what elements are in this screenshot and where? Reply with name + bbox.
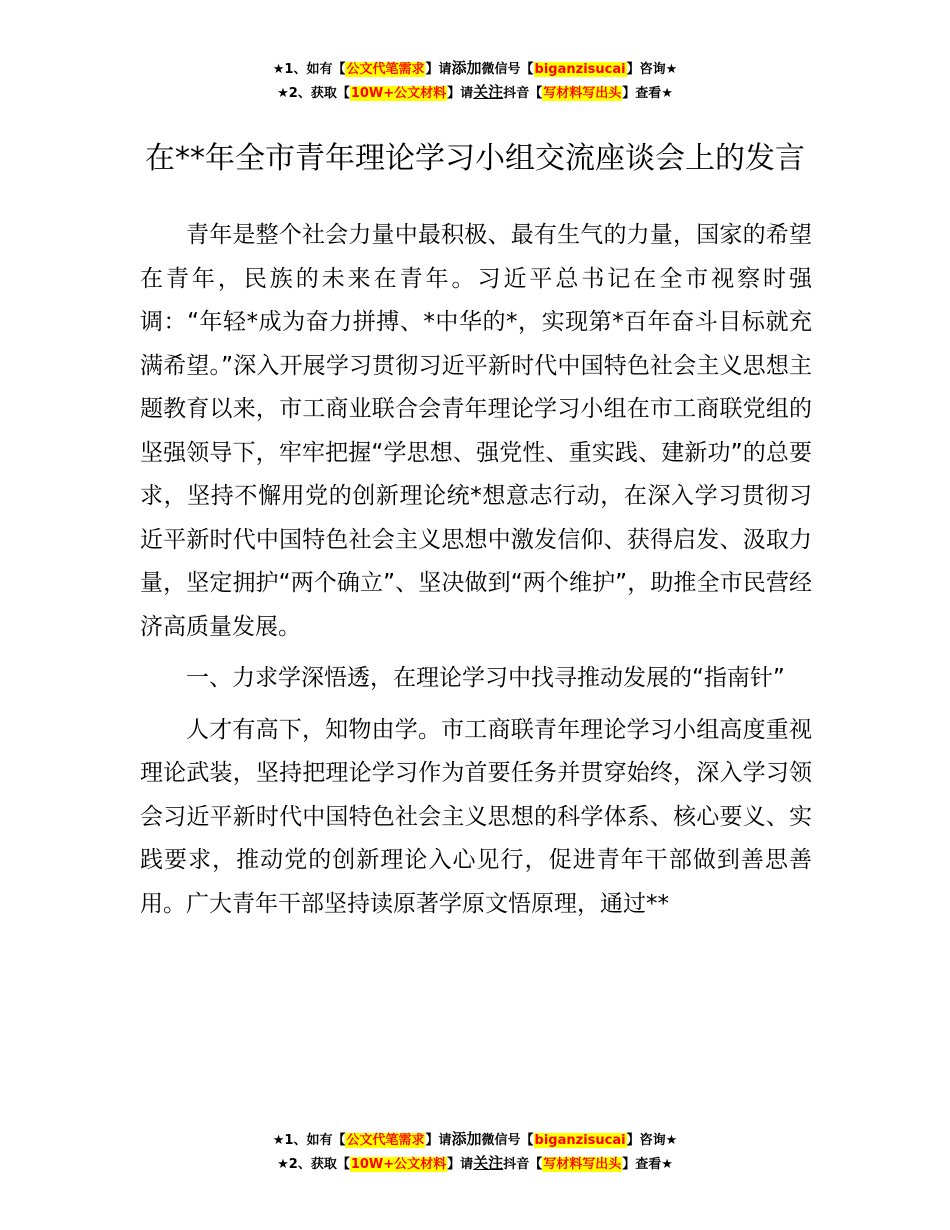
section-heading-1: 一、力求学深悟透，在理论学习中找寻推动发展的“指南针” <box>186 665 785 691</box>
ad-emphasis: 添加 <box>451 59 482 77</box>
ad-highlight-douyin: 写材料写出头 <box>543 1157 622 1172</box>
ad-highlight-service: 公文代笔需求 <box>346 1133 425 1148</box>
ad-text: ★1、如有【 <box>272 62 346 77</box>
header-ad-line-2 <box>0 81 950 105</box>
ad-text: 抖音【 <box>503 86 543 101</box>
header-ad-line-1 <box>0 57 950 81</box>
paragraph-intro: 青年是整个社会力量中最积极、最有生气的力量，国家的希望在青年，民族的未来在青年。习近平总书记在全市视察时强调：“年轻*成为奋力拼搏、*中华的*，实现第*百年奋斗目标就充满希望。”深入开展学习贯彻习近平新时代中国特色社会主义思想主题教育以来，市工商业联合会青年理论学习小组在市工商联党组的坚强领导下，牢牢把握“学思想、强党性、重实践、建新功”的总要求，坚持不懈用党的创新理论统*想意志行动，在深入学习贯彻习近平新时代中国特色社会主义思想中激发信仰、获得启发、汲取力量，坚定拥护“两个确立”、坚决做到“两个维护”，助推全市民营经济高质量发展。 <box>140 222 812 640</box>
ad-emphasis: 关注 <box>473 83 504 101</box>
ad-highlight-materials: 10W+公文材料 <box>350 1157 447 1172</box>
footer-ad-line-2 <box>0 1152 950 1176</box>
ad-text: 】查看★ <box>622 86 673 101</box>
ad-highlight-materials: 10W+公文材料 <box>350 86 447 101</box>
ad-highlight-douyin: 写材料写出头 <box>543 86 622 101</box>
ad-text: ★1、如有【 <box>272 1133 346 1148</box>
ad-text: 】咨询★ <box>626 62 678 77</box>
ad-text: 】咨询★ <box>626 1133 678 1148</box>
header-ad-banner <box>0 57 950 105</box>
ad-text: 抖音【 <box>503 1157 543 1172</box>
ad-text: 微信号【 <box>481 62 534 77</box>
ad-text: 】请 <box>425 1133 452 1148</box>
document-body <box>140 214 812 926</box>
ad-emphasis: 关注 <box>473 1154 504 1172</box>
ad-text: 】请 <box>447 1157 474 1172</box>
ad-text: 】请 <box>447 86 474 101</box>
ad-text: 】请 <box>425 62 452 77</box>
paragraph-section-1: 人才有高下，知物由学。市工商联青年理论学习小组高度重视理论武装，坚持把理论学习作为首要任务并贯穿始终，深入学习领会习近平新时代中国特色社会主义思想的科学体系、核心要义、实践要求，推动党的创新理论入心见行，促进青年干部做到善思善用。广大青年干部坚持读原著学原文悟原理，通过** <box>140 716 812 917</box>
footer-ad-line-1 <box>0 1128 950 1152</box>
document-title: 在**年全市青年理论学习小组交流座谈会上的发言 <box>145 141 805 177</box>
ad-text: 】查看★ <box>622 1157 673 1172</box>
ad-highlight-service: 公文代笔需求 <box>346 62 425 77</box>
ad-emphasis: 添加 <box>451 1130 482 1148</box>
ad-highlight-wechat-id: biganzisucai <box>534 1133 626 1148</box>
ad-text: 微信号【 <box>481 1133 534 1148</box>
footer-ad-banner <box>0 1128 950 1176</box>
ad-text: ★2、获取【 <box>277 1157 350 1172</box>
ad-highlight-wechat-id: biganzisucai <box>534 62 626 77</box>
ad-text: ★2、获取【 <box>277 86 350 101</box>
